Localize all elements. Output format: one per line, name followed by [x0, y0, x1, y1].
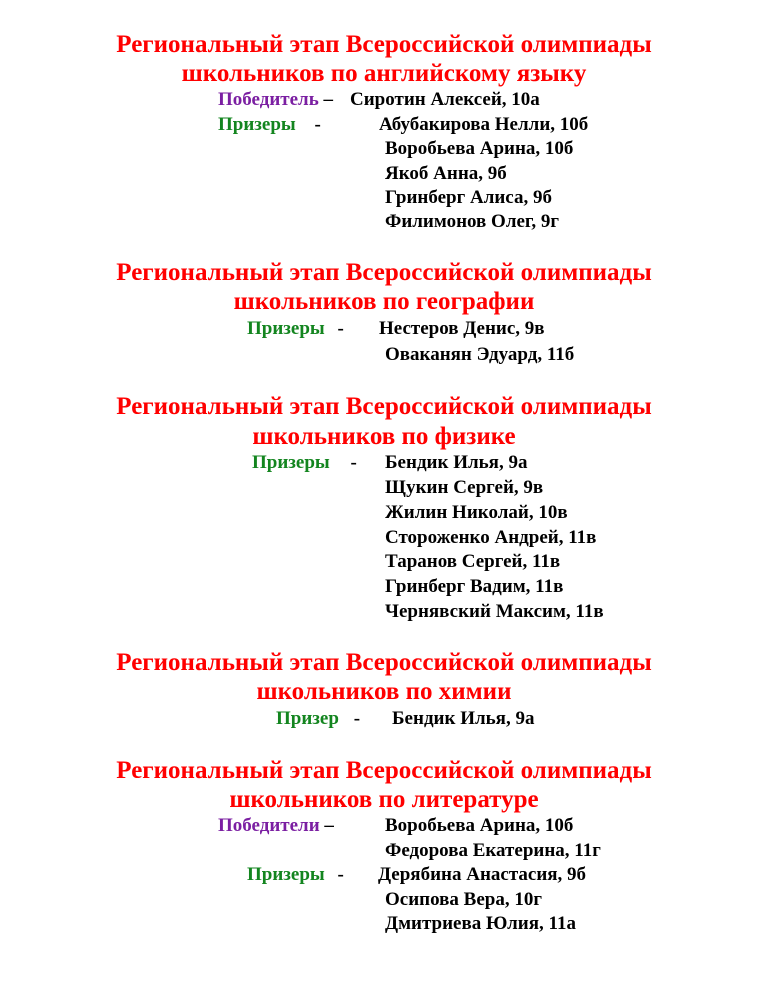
list-item: Оваканян Эдуард, 11б — [385, 344, 575, 365]
prize-row — [252, 451, 357, 475]
prize-label: Призеры — [252, 452, 330, 473]
list-item: Жилин Николай, 10в — [385, 502, 568, 523]
list-item: Воробьева Арина, 10б — [385, 815, 574, 836]
section-4-title-line-1: Региональный этап Всероссийской олимпиады — [116, 649, 652, 676]
list-item: Абубакирова Нелли, 10б — [379, 114, 589, 135]
list-item: Таранов Сергей, 11в — [385, 551, 561, 572]
list-item: Дерябина Анастасия, 9б — [378, 864, 587, 885]
section-1-title-line-1: Региональный этап Всероссийской олимпиады — [116, 31, 652, 58]
section-5-title-line-1: Региональный этап Всероссийской олимпиады — [116, 757, 652, 784]
section-5-title-line-2: школьников по литературе — [229, 786, 539, 813]
winner-row — [218, 88, 333, 112]
section-1-title-line-2: школьников по английскому языку — [181, 60, 587, 87]
list-item: Якоб Анна, 9б — [385, 163, 507, 184]
section-3-title-line-1: Региональный этап Всероссийской олимпиады — [116, 393, 652, 420]
separator: - — [353, 708, 361, 729]
list-item: Нестеров Денис, 9в — [379, 318, 545, 339]
prize-label: Призеры — [247, 318, 325, 339]
separator: – — [323, 89, 333, 110]
separator: - — [314, 114, 321, 135]
separator: - — [350, 452, 357, 473]
list-item: Федорова Екатерина, 11г — [385, 840, 601, 861]
separator: - — [337, 318, 344, 339]
winner-label: Победитель — [218, 89, 319, 110]
list-item: Чернявский Максим, 11в — [385, 601, 604, 622]
list-item: Филимонов Олег, 9г — [385, 211, 560, 232]
list-item: Сиротин Алексей, 10а — [350, 89, 540, 110]
section-3-title-line-2: школьников по физике — [252, 423, 516, 450]
separator: - — [337, 864, 344, 885]
separator: – — [324, 815, 334, 836]
list-item: Дмитриева Юлия, 11а — [385, 913, 576, 934]
prize-label: Призер — [276, 708, 339, 729]
section-2-title-line-2: школьников по географии — [233, 288, 535, 315]
prize-row — [247, 317, 344, 341]
list-item: Гринберг Вадим, 11в — [385, 576, 564, 597]
section-4-title-line-2: школьников по химии — [256, 678, 512, 705]
list-item: Щукин Сергей, 9в — [385, 477, 544, 498]
winner-label: Победители — [218, 815, 320, 836]
list-item: Стороженко Андрей, 11в — [385, 527, 597, 548]
prize-row — [247, 863, 344, 887]
prize-row — [276, 707, 360, 731]
list-item: Гринберг Алиса, 9б — [385, 187, 552, 208]
prize-row — [218, 113, 321, 137]
section-2-title-line-1: Региональный этап Всероссийской олимпиады — [116, 259, 652, 286]
list-item: Воробьева Арина, 10б — [385, 138, 574, 159]
prize-label: Призеры — [247, 864, 325, 885]
list-item: Бендик Илья, 9а — [392, 708, 535, 729]
list-item: Бендик Илья, 9а — [385, 452, 528, 473]
winner-row — [218, 814, 334, 838]
prize-label: Призеры — [218, 114, 296, 135]
list-item: Осипова Вера, 10г — [385, 889, 542, 910]
